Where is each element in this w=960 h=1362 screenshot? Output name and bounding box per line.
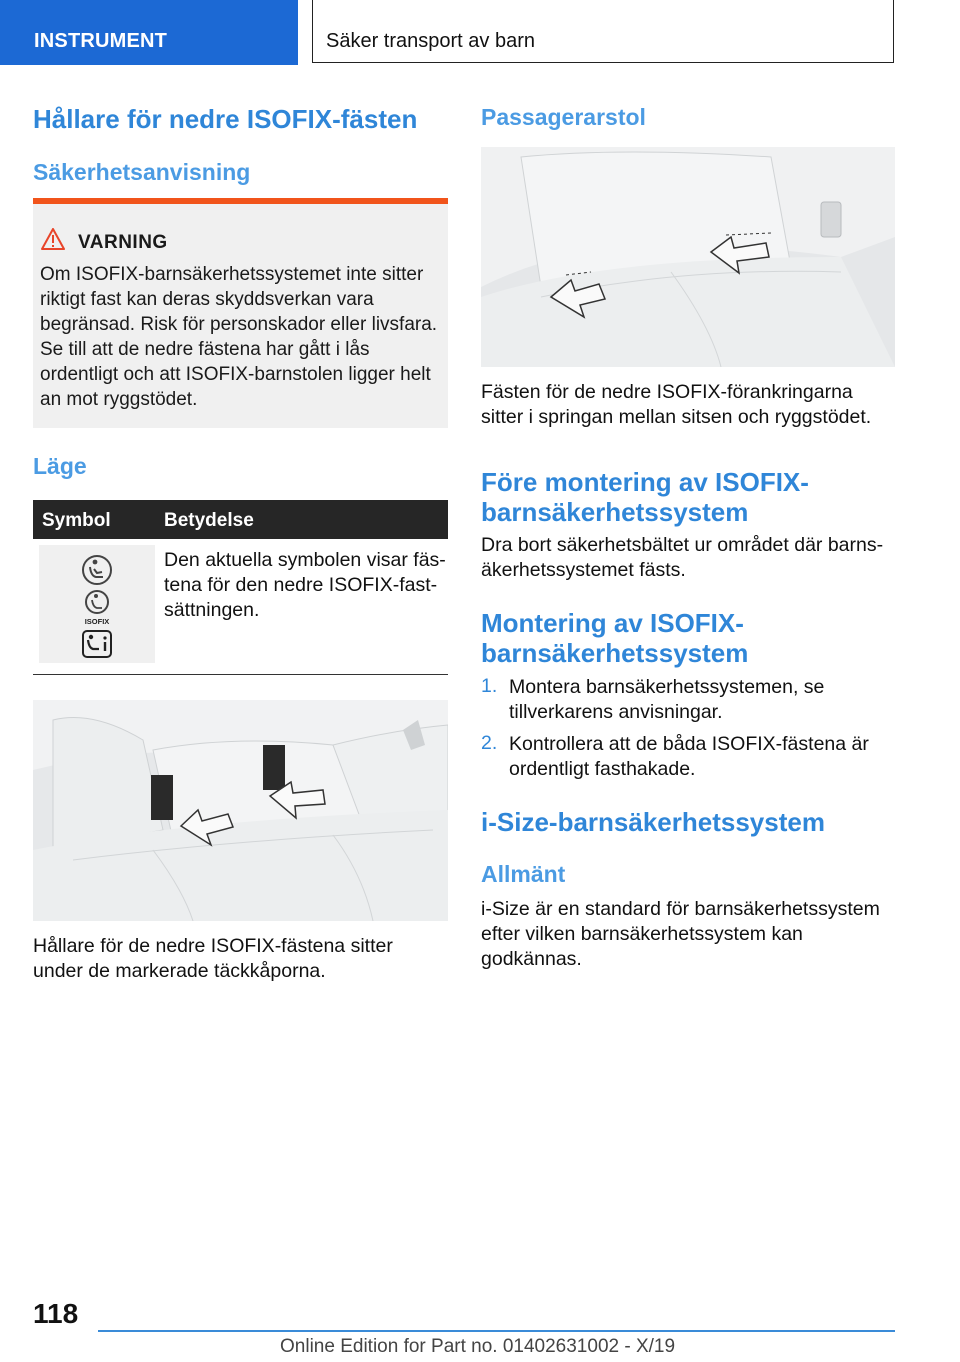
step-1-number: 1. [481,675,498,697]
passenger-seat-caption: Fästen för de nedre ISOFIX-förankringarna sitter i springan mellan sitsen och ryggstödet. [481,381,872,428]
footer-edition: Online Edition for Part no. 01402631002 - X/19 [280,1336,676,1357]
page-title: Hållare för nedre ISOFIX-fästen [33,104,418,134]
passenger-heading: Passagerarstol [481,104,646,130]
symbol-meaning: Den aktuella symbolen visar fästena för den nedre ISOFIX-fastsättningen. [164,549,446,621]
step-2-text: Kontrollera att de båda ISOFIX-fästena är ordentligt fasthakade. [509,733,869,780]
table-divider [33,674,448,675]
rear-seat-caption: Hållare för de nedre ISOFIX-fästena sitter under de markerade täckkåporna. [33,935,393,982]
page-number: 118 [33,1298,79,1329]
warning-text: Om ISOFIX-barnsäkerhetssystemet inte sitter riktigt fast kan deras skyddsverkan vara begränsad. Risk för personskador eller livsfara. Se till att de nedre fästena har gått i lås ordentligt och att ISOFIX-barnstolen ligger helt an mot ryggstödet. [40,264,438,410]
section-tab [0,0,298,65]
child-seat-icon [83,556,111,584]
section-label: INSTRUMENT [34,30,168,52]
rear-seat-photo [33,700,448,921]
chapter-tab [312,0,894,63]
mounting-heading-line1: Montering av ISOFIX- [481,608,744,638]
column-header-meaning: Betydelse [164,510,254,531]
isofix-icon [85,591,110,626]
general-heading: Allmänt [481,861,566,887]
safety-heading: Säkerhetsanvisning [33,159,251,185]
warning-triangle-icon [41,228,65,250]
step-2-number: 2. [481,732,498,754]
before-mounting-heading-line2: barnsäkerhetssystem [481,497,749,527]
isize-heading: i-Size-barnsäkerhetssystem [481,807,825,837]
footer-divider [98,1330,895,1332]
isofix-label: ISOFIX [84,617,110,626]
symbol-cell [39,545,155,663]
general-text: i-Size är en standard för barnsäkerhetssystem efter vilken barnsäkerhetssystem kan godkännas. [481,898,880,970]
chapter-label: Säker transport av barn [326,30,535,52]
step-1-text: Montera barnsäkerhetssystemen, se tillverkarens anvisningar. [509,676,825,723]
before-mounting-heading-line1: Före montering av ISOFIX- [481,467,809,497]
passenger-seat-photo [481,147,895,367]
warning-label: VARNING [78,232,168,253]
column-header-symbol: Symbol [42,510,111,531]
before-mounting-text: Dra bort säkerhetsbältet ur området där barnsäkerhetssystemet fästs. [481,534,884,581]
child-seat-info-icon [83,631,111,657]
warning-box [33,198,448,428]
table-header [33,500,448,539]
position-heading: Läge [33,453,87,479]
mounting-heading-line2: barnsäkerhetssystem [481,638,749,668]
